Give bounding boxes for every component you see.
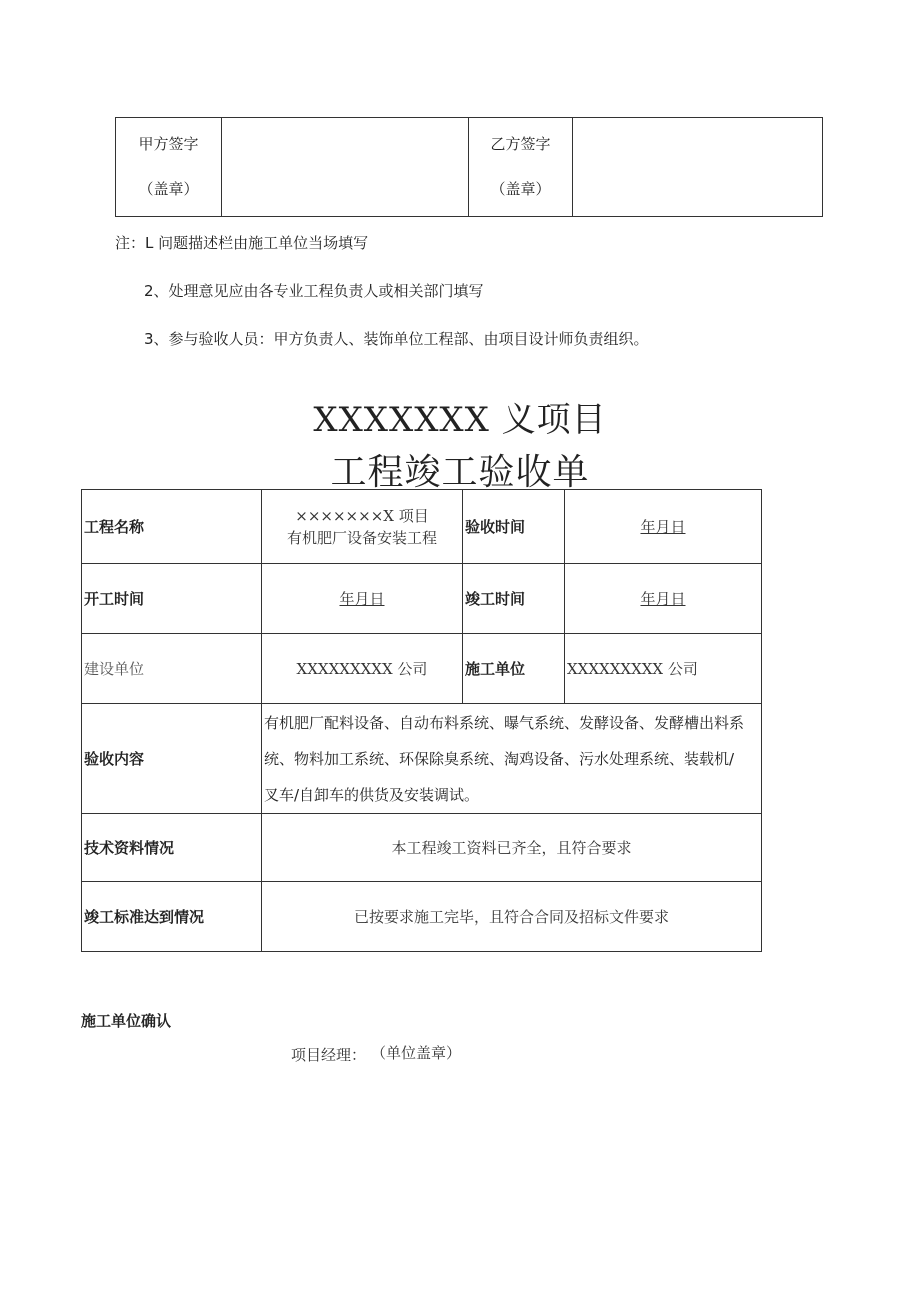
project-name-line2: 有机肥厂设备安装工程 xyxy=(286,528,437,547)
standard-label: 竣工标准达到情况 xyxy=(82,882,262,952)
party-b-seal: （盖章） xyxy=(490,180,551,198)
note-2: 2、处理意见应由各专业工程负责人或相关部门填写 xyxy=(144,282,484,300)
party-b-label: 乙方签字 xyxy=(490,135,551,153)
project-manager-label: 项目经理： xyxy=(291,1046,367,1064)
project-name-value xyxy=(262,490,463,564)
completion-time-value: 年月日 xyxy=(640,590,686,608)
builder-label: 建设单位 xyxy=(82,634,262,704)
contractor-confirm-heading: 施工单位确认 xyxy=(81,1012,172,1030)
signature-table xyxy=(115,117,823,217)
party-a-label-cell xyxy=(116,118,222,217)
project-name-label: 工程名称 xyxy=(82,490,262,564)
acceptance-time-value: 年月日 xyxy=(640,518,686,536)
start-time-cell[interactable] xyxy=(262,564,463,634)
contractor-value: XXXXXXXXX 公司 xyxy=(565,634,762,704)
standard-value: 已按要求施工完毕，且符合合同及招标文件要求 xyxy=(262,882,762,952)
tech-docs-value: 本工程竣工资料已齐全，且符合要求 xyxy=(262,814,762,882)
tech-docs-label: 技术资料情况 xyxy=(82,814,262,882)
start-time-label: 开工时间 xyxy=(82,564,262,634)
completion-time-label: 竣工时间 xyxy=(463,564,565,634)
note-1: 注：L 问题描述栏由施工单位当场填写 xyxy=(115,234,369,252)
party-a-signature-field[interactable] xyxy=(222,118,469,217)
document-title-line2: 工程竣工验收单 xyxy=(330,452,590,493)
party-b-label-cell xyxy=(469,118,573,217)
unit-seal-label: （单位盖章） xyxy=(371,1044,462,1062)
acceptance-table xyxy=(81,489,762,952)
party-a-seal: （盖章） xyxy=(138,180,199,198)
content-line-3: 叉车/自卸车的供货及安装调试。 xyxy=(264,785,480,804)
party-a-label: 甲方签字 xyxy=(138,135,199,153)
acceptance-time-label: 验收时间 xyxy=(463,490,565,564)
acceptance-time-cell[interactable] xyxy=(565,490,762,564)
content-label: 验收内容 xyxy=(82,704,262,814)
contractor-label: 施工单位 xyxy=(463,634,565,704)
start-time-value: 年月日 xyxy=(339,590,385,608)
completion-time-cell[interactable] xyxy=(565,564,762,634)
note-3: 3、参与验收人员：甲方负责人、装饰单位工程部、由项目设计师负责组织。 xyxy=(144,330,649,348)
content-value xyxy=(262,704,762,814)
content-line-1: 有机肥厂配料设备、自动布料系统、曝气系统、发酵设备、发酵槽出料系 xyxy=(264,713,745,732)
party-b-signature-field[interactable] xyxy=(573,118,823,217)
project-name-line1: ×××××××X 项目 xyxy=(295,506,429,525)
document-title-line1: XXXXXXX 义项目 xyxy=(313,400,607,440)
builder-value: XXXXXXXXX 公司 xyxy=(262,634,463,704)
content-line-2: 统、物料加工系统、环保除臭系统、淘鸡设备、污水处理系统、装载机/ xyxy=(264,749,735,768)
